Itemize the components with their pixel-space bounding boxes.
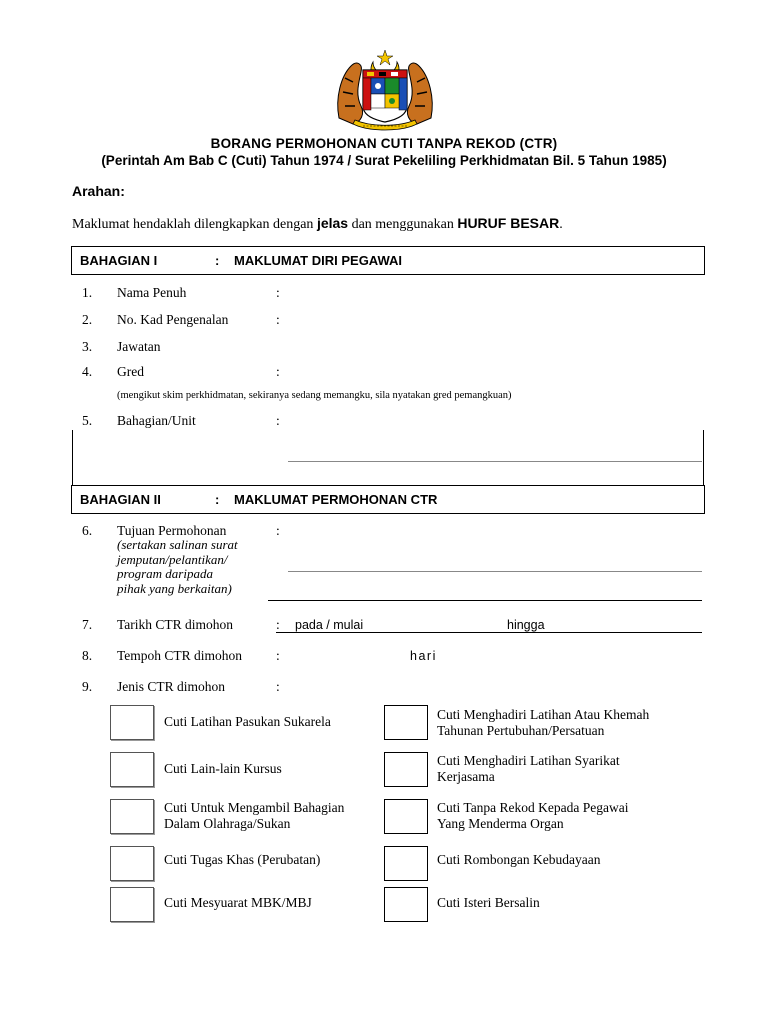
option-label-line: Cuti Isteri Bersalin bbox=[437, 895, 540, 910]
field-label-tempoh: Tempoh CTR dimohon bbox=[117, 648, 243, 663]
tujuan-note bbox=[117, 538, 238, 596]
option-label-line: Dalam Olahraga/Sukan bbox=[164, 816, 291, 831]
field-number: 2. bbox=[82, 312, 93, 327]
form-title: BORANG PERMOHONAN CUTI TANPA REKOD (CTR) bbox=[210, 136, 558, 151]
checkbox-rombongan-kebudayaan[interactable] bbox=[384, 846, 428, 881]
field-number: 7. bbox=[82, 617, 93, 632]
option-label-line: Cuti Tanpa Rekod Kepada Pegawai bbox=[437, 800, 629, 815]
section-2-label: BAHAGIAN II bbox=[80, 492, 161, 507]
gred-note: (mengikut skim perkhidmatan, sekiranya sedang memangku, sila nyatakan gred pemangkuan) bbox=[117, 390, 512, 401]
option-label-line: Tahunan Pertubuhan/Persatuan bbox=[437, 723, 605, 738]
bahagian-unit-underline[interactable] bbox=[288, 461, 702, 462]
section-2-title: MAKLUMAT PERMOHONAN CTR bbox=[234, 492, 438, 507]
field-number: 5. bbox=[82, 413, 93, 428]
option-label-line: Cuti Latihan Pasukan Sukarela bbox=[164, 714, 331, 729]
instructions-text bbox=[72, 215, 563, 233]
field-label-tarikh: Tarikh CTR dimohon bbox=[117, 617, 234, 632]
field-colon: : bbox=[276, 413, 280, 428]
option-label bbox=[164, 852, 320, 868]
tujuan-note-line: (sertakan salinan surat bbox=[117, 537, 238, 552]
field-number: 6. bbox=[82, 523, 93, 538]
option-label bbox=[164, 761, 282, 777]
field-label-gred: Gred bbox=[117, 364, 144, 379]
option-label bbox=[437, 753, 620, 785]
tujuan-note-line: jemputan/pelantikan/ bbox=[117, 551, 228, 567]
instructions-emphasis: jelas bbox=[316, 215, 349, 231]
field-colon: : bbox=[276, 364, 280, 379]
field-number: 3. bbox=[82, 339, 93, 354]
section-1-colon: : bbox=[215, 253, 220, 268]
option-label bbox=[164, 714, 331, 730]
option-label bbox=[164, 895, 312, 911]
field-label-nama-penuh: Nama Penuh bbox=[117, 285, 187, 300]
form-subtitle: (Perintah Am Bab C (Cuti) Tahun 1974 / Surat Pekeliling Perkhidmatan Bil. 5 Tahun 1985) bbox=[101, 153, 667, 168]
tarikh-from-label: pada / mulai bbox=[295, 618, 364, 632]
frame-left-border bbox=[72, 430, 73, 486]
field-colon: : bbox=[276, 312, 280, 327]
option-label bbox=[437, 800, 629, 832]
section-2-header bbox=[71, 485, 705, 514]
section-1-title: MAKLUMAT DIRI PEGAWAI bbox=[234, 253, 403, 268]
option-label-line: Cuti Menghadiri Latihan Atau Khemah bbox=[437, 707, 650, 722]
field-colon: : bbox=[276, 679, 280, 694]
field-number: 8. bbox=[82, 648, 93, 663]
option-label bbox=[437, 895, 540, 911]
option-label-line: Cuti Untuk Mengambil Bahagian bbox=[164, 800, 345, 815]
checkbox-latihan-syarikat-kerjasama[interactable] bbox=[384, 752, 428, 787]
instructions-text-part: . bbox=[559, 217, 563, 232]
section-2-colon: : bbox=[215, 492, 220, 507]
field-number: 1. bbox=[82, 285, 93, 300]
option-label-line: Cuti Lain-lain Kursus bbox=[164, 761, 282, 776]
frame-right-border bbox=[703, 430, 704, 486]
tarikh-underline[interactable] bbox=[276, 632, 702, 633]
field-label-kad-pengenalan: No. Kad Pengenalan bbox=[117, 312, 229, 327]
option-label bbox=[164, 800, 344, 832]
instructions-heading: Arahan: bbox=[72, 183, 125, 199]
checkbox-latihan-khemah-tahunan[interactable] bbox=[384, 705, 428, 740]
option-label bbox=[437, 852, 600, 868]
section-1-header bbox=[71, 246, 705, 275]
checkbox-tugas-khas-perubatan[interactable] bbox=[110, 846, 154, 881]
field-colon: : bbox=[276, 617, 280, 632]
option-label-line: Kerjasama bbox=[437, 769, 495, 784]
tarikh-to-label: hingga bbox=[507, 618, 545, 632]
option-label-line: Cuti Mesyuarat MBK/MBJ bbox=[164, 895, 312, 910]
instructions-text-part: dan menggunakan bbox=[348, 217, 458, 232]
coat-of-arms-icon bbox=[333, 48, 437, 134]
tujuan-underline-2[interactable] bbox=[268, 600, 702, 601]
tujuan-note-line: pihak yang berkaitan) bbox=[117, 580, 232, 596]
tujuan-underline-1[interactable] bbox=[288, 571, 702, 572]
field-label-tujuan: Tujuan Permohonan bbox=[117, 523, 227, 538]
field-colon: : bbox=[276, 285, 280, 300]
checkbox-lain-lain-kursus[interactable] bbox=[110, 752, 154, 787]
checkbox-mesyuarat-mbk-mbj[interactable] bbox=[110, 887, 154, 922]
field-label-jawatan: Jawatan bbox=[117, 339, 161, 354]
option-label bbox=[437, 707, 649, 739]
option-label-line: Cuti Tugas Khas (Perubatan) bbox=[164, 852, 321, 867]
option-label-line: Cuti Rombongan Kebudayaan bbox=[437, 852, 601, 867]
instructions-text-part: Maklumat hendaklah dilengkapkan dengan bbox=[72, 217, 317, 232]
field-label-bahagian-unit: Bahagian/Unit bbox=[117, 413, 196, 428]
checkbox-menderma-organ[interactable] bbox=[384, 799, 428, 834]
section-1-label: BAHAGIAN I bbox=[80, 253, 158, 268]
tempoh-unit-label: hari bbox=[410, 649, 437, 663]
checkbox-isteri-bersalin[interactable] bbox=[384, 887, 428, 922]
instructions-emphasis: HURUF BESAR bbox=[457, 215, 560, 231]
checkbox-latihan-pasukan-sukarela[interactable] bbox=[110, 705, 154, 740]
field-label-jenis: Jenis CTR dimohon bbox=[117, 679, 226, 694]
tujuan-note-line: program daripada bbox=[117, 566, 213, 581]
option-label-line: Cuti Menghadiri Latihan Syarikat bbox=[437, 753, 620, 768]
option-label-line: Yang Menderma Organ bbox=[437, 816, 564, 831]
field-number: 9. bbox=[82, 679, 93, 694]
field-number: 4. bbox=[82, 364, 93, 379]
field-colon: : bbox=[276, 523, 280, 538]
checkbox-olahraga-sukan[interactable] bbox=[110, 799, 154, 834]
field-colon: : bbox=[276, 648, 280, 663]
